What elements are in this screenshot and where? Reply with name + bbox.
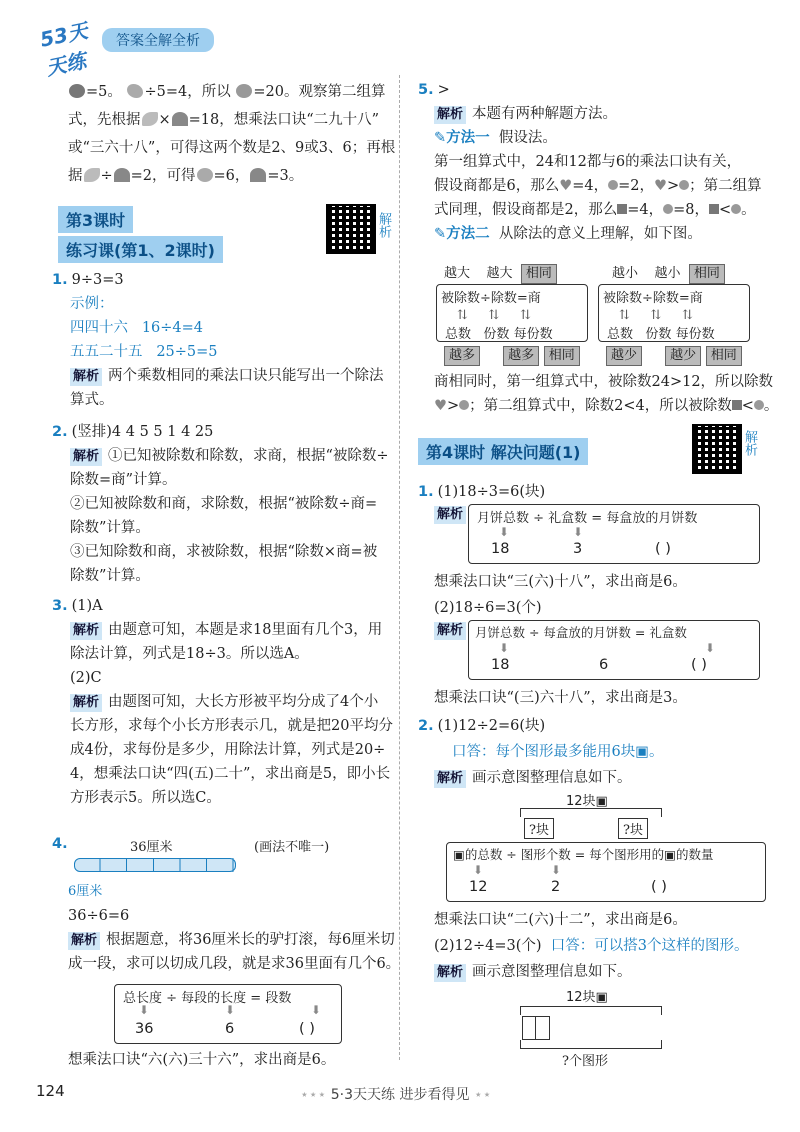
watermelon-icon	[69, 84, 85, 98]
p2-answer-1: 2. (1)12÷2=6(块)	[418, 718, 546, 734]
p1-box-1: 月饼总数 ÷ 礼盒数 = 每盒放的月饼数 ⬇ ⬇ 18 3 ( )	[468, 504, 760, 564]
cubes-figure-icon	[522, 1016, 550, 1040]
top-line-1: =5。 ÷5=4，所以 =20。观察第二组算	[68, 78, 390, 106]
q5-conclusion: 商相同时，第一组算式中，被除数24>12，所以除数	[434, 374, 774, 390]
dot-icon	[663, 204, 673, 214]
m2-bottom-tags-left: 越多 越多 相同	[444, 346, 580, 366]
q1-example-label: 示例：	[70, 296, 114, 312]
p2-diagram2-total: 12块▣	[566, 990, 608, 1005]
q4-equation: 36÷6=6	[68, 908, 130, 924]
q1-explanation: 解析 两个乘数相同的乘法口诀只能写出一个除法	[52, 364, 390, 388]
top-line-4: 据 ÷ =2，可得 =6， =3。	[68, 168, 304, 184]
q3-explanation-2: 解析 由题图可知，大长方形被平均分成了4个小	[52, 690, 390, 714]
q4-bar-label: 36厘米	[130, 840, 173, 855]
q1-answer: 1. 9÷3=3	[52, 272, 124, 288]
lesson4-title: 第4课时 解决问题(1)	[418, 438, 588, 465]
p1-jiexi-2: 解析	[434, 622, 472, 640]
circle-icon	[459, 400, 469, 410]
q4-seg-label: 6厘米	[68, 884, 103, 899]
q4-bar-divisions	[74, 858, 234, 872]
pen-icon: ✎	[434, 226, 447, 242]
tomato-icon	[236, 84, 252, 98]
pepper-icon	[127, 84, 143, 98]
q3-expl-line: 方形表示5。所以选C。	[70, 790, 221, 806]
m2-box-left: 被除数÷除数=商 ⇅ ⇅ ⇅ 总数 份数 每份数	[436, 284, 588, 342]
circle-icon	[608, 180, 618, 190]
p2-diagram2-brace	[520, 1006, 662, 1015]
q2-expl-line: 除数”计算。	[70, 520, 150, 536]
top-line-3: 或“三六十八”，可得这两个数是2、9或3、6；再根	[68, 140, 396, 156]
q5-method2: ✎方法二 从除法的意义上理解，如下图。	[434, 226, 702, 242]
heart-icon: ♥	[653, 178, 667, 194]
circle-icon	[679, 180, 689, 190]
q1-example-1: 四四十六 16÷4=4	[70, 320, 204, 336]
p1-answer-1: 1. (1)18÷3=6(块)	[418, 484, 546, 500]
p2-relation-box: ▣的总数 ÷ 图形个数 = 每个图形用的▣的数量 ⬇ ⬇ 12 2 ( )	[446, 842, 766, 902]
p1-answer-2: (2)18÷6=3(个)	[434, 600, 542, 616]
p2-diagram1-total: 12块▣	[566, 794, 608, 809]
dot-icon	[754, 400, 764, 410]
q3-answer-2: (2)C	[70, 670, 102, 686]
q2-expl-line: 除数”计算。	[70, 568, 150, 584]
p2-diagram2-q: ?个图形	[562, 1054, 608, 1069]
q1-explanation-2: 算式。	[70, 392, 114, 408]
pepper-icon	[197, 168, 213, 182]
qr-label: 解析	[742, 430, 757, 456]
p1-jiexi-1: 解析	[434, 506, 472, 524]
m2-top-tags-left: 越大 越大 相同	[444, 262, 557, 284]
footer-slogan: ⋆⋆⋆ 5·3天天练 进步看得见 ⋆⋆	[300, 1087, 492, 1103]
banana-icon	[142, 112, 158, 126]
lesson3-title: 第3课时	[58, 206, 133, 233]
q3-explanation-1: 解析 由题意可知，本题是求18里面有几个3，用	[52, 618, 390, 642]
qr-label: 解析	[376, 212, 391, 238]
dot-icon	[731, 204, 741, 214]
p2-oral-answer-1: 口答：每个图形最多能用6块▣。	[452, 744, 664, 760]
qr-code-lesson4[interactable]	[692, 424, 742, 474]
square-icon	[709, 204, 719, 214]
p2-jiexi: 解析 画示意图整理信息如下。	[434, 766, 632, 788]
q5-conclusion-2: ♥> ；第二组算式中，除数2<4，所以被除数 < 。	[434, 398, 779, 414]
heart-icon: ♥	[559, 178, 573, 194]
m2-bottom-tags-right: 越少 越少 相同	[606, 346, 742, 366]
q5-m1-line: 第一组算式中，24和12都与6的乘法口诀有关，	[434, 154, 742, 170]
header-banner: 答案全解全析	[102, 28, 214, 52]
q3-expl-line: 长方形，求每个小长方形表示几，就是把20平均分	[70, 718, 393, 734]
q1-example-2: 五五二十五 25÷5=5	[70, 344, 218, 360]
cube-icon: ▣	[664, 847, 676, 862]
p1-box-2: 月饼总数 ÷ 每盒放的月饼数 = 礼盒数 ⬇ ⬇ 18 6 ( )	[468, 620, 760, 680]
square-icon	[732, 400, 742, 410]
banana-icon	[84, 168, 100, 182]
watermelon-slice-icon	[250, 168, 266, 182]
q5-intro: 解析 本题有两种解题方法。	[418, 102, 758, 126]
p1-tail-1: 想乘法口诀“三(六)十八”，求出商是6。	[434, 574, 687, 590]
top-line-2: 式，先根据 × =18，想乘法口诀“二九十八”	[68, 112, 380, 128]
q4-number: 4.	[52, 836, 68, 852]
p2-tail-1: 想乘法口诀“二(六)十二”，求出商是6。	[434, 912, 687, 928]
q4-tail: 想乘法口诀“六(六)三十六”，求出商是6。	[68, 1052, 336, 1068]
p2-answer-2: (2)12÷4=3(个) 口答：可以搭3个这样的图形。	[434, 938, 749, 954]
q5-m1-line: 式同理，假设商都是2，那么 =4， =8， < 。	[434, 202, 756, 218]
p2-diagram1-q1: ?块	[524, 818, 554, 839]
q2-expl-line: 除数=商”计算。	[70, 472, 177, 488]
pen-icon: ✎	[434, 130, 447, 146]
p2-diagram1-brace	[520, 808, 662, 817]
cube-icon: ▣	[453, 847, 465, 862]
q5-m1-line: 假设商都是6，那么♥=4， =2，♥> ；第二组算	[434, 178, 762, 194]
cube-icon: ▣	[595, 990, 608, 1005]
m2-top-tags-right: 越小 越小 相同	[612, 262, 725, 284]
q3-expl-line: 除法计算，列式是18÷3。所以选A。	[70, 646, 309, 662]
watermelon-slice-icon	[114, 168, 130, 182]
page-number: 124	[36, 1082, 65, 1100]
q3-answer-1: 3. (1)A	[52, 598, 103, 614]
q5-answer: 5. >	[418, 82, 450, 98]
p2-diagram1-q2: ?块	[618, 818, 648, 839]
p1-tail-2: 想乘法口诀“(三)六十八”，求出商是3。	[434, 690, 687, 706]
q3-expl-line: 4，想乘法口诀“四(五)二十”，求出商是5，即小长	[70, 766, 391, 782]
q2-answer: 2. (竖排)4 4 5 5 1 4 25	[52, 424, 214, 440]
m2-box-right: 被除数÷除数=商 ⇅ ⇅ ⇅ 总数 份数 每份数	[598, 284, 750, 342]
q4-explanation: 解析 根据题意，将36厘米长的驴打滚，每6厘米切	[68, 928, 390, 952]
p2-jiexi-2: 解析 画示意图整理信息如下。	[434, 960, 632, 982]
heart-icon: ♥	[434, 398, 447, 414]
p2-diagram2-brace-bottom	[520, 1040, 662, 1049]
q2-explanation: 解析 ①已知被除数和除数，求商，根据“被除数÷	[52, 444, 390, 468]
q2-expl-line: ③已知除数和商，求被除数，根据“除数×商=被	[70, 544, 378, 560]
q4-relation-box: 总长度 ÷ 每段的长度 = 段数 ⬇ ⬇ ⬇ 36 6 ( )	[114, 984, 342, 1044]
watermelon-slice-icon	[172, 112, 188, 126]
cube-icon: ▣	[595, 794, 608, 809]
divider	[399, 75, 400, 1060]
lesson3-subtitle: 练习课(第1、2课时)	[58, 236, 223, 263]
square-icon	[617, 204, 627, 214]
cube-icon: ▣	[635, 744, 649, 760]
q4-note: (画法不唯一)	[254, 840, 330, 855]
logo: 53天天练	[37, 18, 90, 81]
q2-expl-line: ②已知被除数和商，求除数，根据“被除数÷商=	[70, 496, 378, 512]
q4-expl-line: 成一段，求可以切成几段，就是求36里面有几个6。	[68, 956, 401, 972]
qr-code-lesson3[interactable]	[326, 204, 376, 254]
q3-expl-line: 成4份，求每份是多少，用除法计算，列式是20÷	[70, 742, 386, 758]
q5-method1: ✎方法一 假设法。	[434, 130, 557, 146]
